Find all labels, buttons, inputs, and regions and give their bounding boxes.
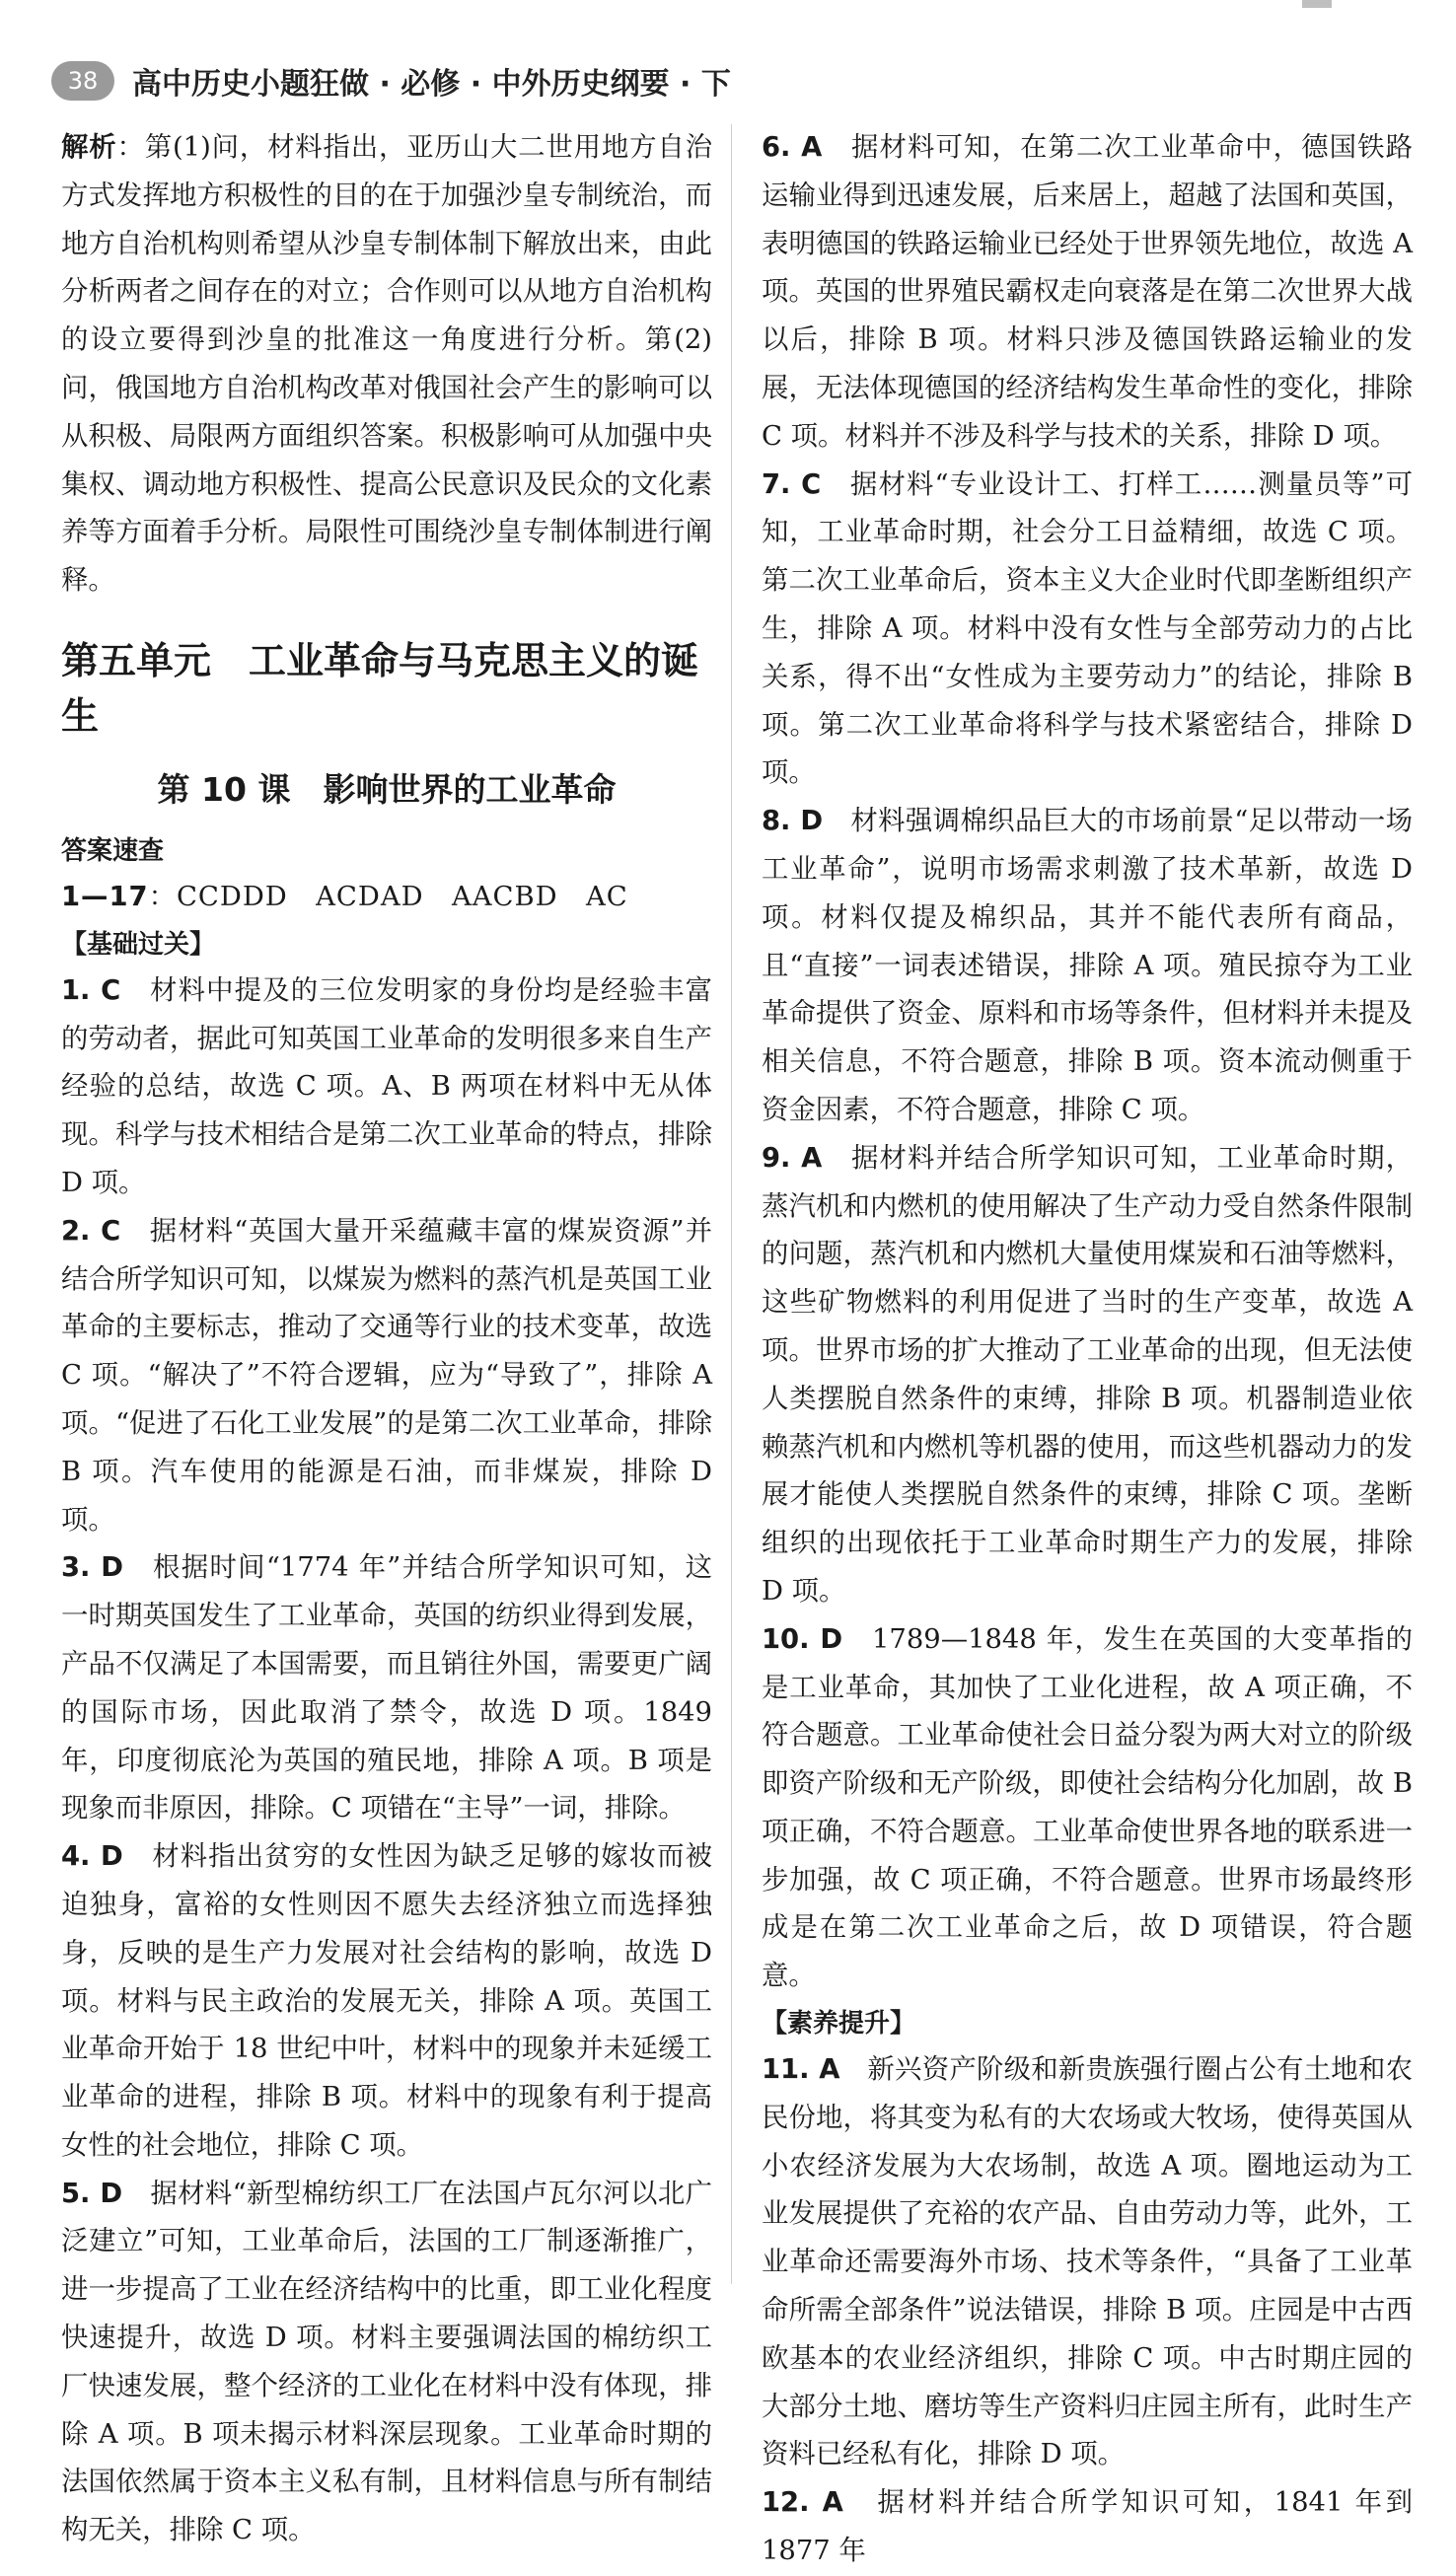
- answer-number: 7. C: [762, 468, 822, 500]
- answer-number: 2. C: [61, 1215, 121, 1247]
- answer-number: 1. C: [61, 974, 121, 1006]
- answer-explanation: 材料中提及的三位发明家的身份均是经验丰富的劳动者，据此可知英国工业革命的发明很多来自生产经验的总结，故选 C 项。A、B 两项在材料中无从体现。科学与技术相结合是第二次工业革命的特点，排除 D 项。: [61, 974, 712, 1198]
- answer-number: 8. D: [762, 806, 824, 837]
- page-header: [51, 59, 731, 103]
- quick-answers-label: 答案速查: [61, 835, 165, 866]
- answer-explanation: 据材料“新型棉纺织工厂在法国卢瓦尔河以北广泛建立”可知，工业革命后，法国的工厂制逐渐推广，进一步提高了工业在经济结构中的比重，即工业化程度快速提升，故选 D 项。材料主要强调法国的棉纺织工厂快速发展，整个经济的工业化在材料中没有体现，排除 A 项。B 项未揭示材料深层现象。工业革命时期的法国依然属于资本主义私有制，且材料信息与所有制结构无关，排除 C 项。: [61, 2178, 712, 2546]
- section-improve: 【素养提升】: [762, 2009, 916, 2039]
- answer-explanation: 据材料并结合所学知识可知，1841 年到 1877 年: [762, 2487, 1413, 2567]
- answer-item: [61, 1208, 712, 1545]
- answer-item: [61, 1544, 712, 1833]
- answer-number: 5. D: [61, 2178, 123, 2209]
- answer-explanation: 据材料可知，在第二次工业革命中，德国铁路运输业得到迅速发展，后来居上，超越了法国和英国，表明德国的铁路运输业已经处于世界领先地位，故选 A 项。英国的世界殖民霸权走向衰落是在第二次世界大战以后，排除 B 项。材料只涉及德国铁路运输业的发展，无法体现德国的经济结构发生革命性的变化，排除 C 项。材料并不涉及科学与技术的关系，排除 D 项。: [762, 132, 1413, 452]
- answer-item: [762, 2479, 1413, 2576]
- left-column: [61, 124, 712, 2555]
- answer-item: [762, 1616, 1413, 2001]
- answer-explanation: 据材料“英国大量开采蕴藏丰富的煤炭资源”并结合所学知识可知，以煤炭为燃料的蒸汽机是英国工业革命的主要标志，推动了交通等行业的技术变革，故选 C 项。“解决了”不符合逻辑，应为“导致了”，排除 A 项。“促进了石化工业发展”的是第二次工业革命，排除 B 项。汽车使用的能源是石油，而非煤炭，排除 D 项。: [61, 1215, 712, 1536]
- answer-explanation: 材料指出贫穷的女性因为缺乏足够的嫁妆而被迫独身，富裕的女性则因不愿失去经济独立而选择独身，反映的是生产力发展对社会结构的影响，故选 D 项。材料与民主政治的发展无关，排除 A 项。英国工业革命开始于 18 世纪中叶，材料中的现象并未延缓工业革命的进程，排除 B 项。材料中的现象有利于提高女性的社会地位，排除 C 项。: [61, 1841, 712, 2161]
- answer-item: [762, 2046, 1413, 2479]
- answer-number: 6. A: [762, 132, 823, 163]
- answer-item: [61, 1833, 712, 2171]
- answer-item: [61, 2171, 712, 2555]
- quick-answers: [61, 874, 712, 922]
- answer-explanation: 根据时间“1774 年”并结合所学知识可知，这一时期英国发生了工业革命，英国的纺织业得到发展，产品不仅满足了本国需要，而且销往外国，需要更广阔的国际市场，因此取消了禁令，故选 D 项。1849 年，印度彻底沦为英国的殖民地，排除 A 项。B 项是现象而非原因，排除。C 项错在“主导”一词，排除。: [61, 1552, 712, 1825]
- answer-item: [762, 462, 1413, 799]
- answer-item: [762, 124, 1413, 462]
- column-divider: [731, 124, 732, 2284]
- answer-explanation: 据材料“专业设计工、打样工……测量员等”可知，工业革命时期，社会分工日益精细，故选 C 项。第二次工业革命后，资本主义大企业时代即垄断组织产生，排除 A 项。材料中没有女性与全部劳动力的占比关系，得不出“女性成为主要劳动力”的结论，排除 B 项。第二次工业革命将科学与技术紧密结合，排除 D 项。: [762, 468, 1413, 789]
- answer-number: 3. D: [61, 1552, 124, 1584]
- top-edge-mark: [1302, 0, 1332, 8]
- answer-number: 12. A: [762, 2487, 843, 2519]
- answer-number: 9. A: [762, 1142, 823, 1174]
- answer-item: [61, 967, 712, 1208]
- answer-item: [762, 1135, 1413, 1616]
- analysis-text: ：第(1)问，材料指出，亚历山大二世用地方自治方式发挥地方积极性的目的在于加强沙皇专制统治，而地方自治机构则希望从沙皇专制体制下解放出来，由此分析两者之间存在的对立；合作则可以从地方自治机构的设立要得到沙皇的批准这一角度进行分析。第(2)问，俄国地方自治机构改革对俄国社会产生的影响可以从积极、局限两方面组织答案。积极影响可从加强中央集权、调动地方积极性、提高公民意识及民众的文化素养等方面着手分析。局限性可围绕沙皇专制体制进行阐释。: [61, 132, 712, 597]
- answers-range: 1—17: [61, 881, 149, 912]
- answers-text: ：CCDDD ACDAD AACBD AC: [148, 881, 628, 912]
- analysis-paragraph: [61, 124, 712, 606]
- analysis-label: 解析: [61, 132, 117, 163]
- unit-title: 第五单元 工业革命与马克思主义的诞生: [61, 638, 699, 738]
- answer-explanation: 1789—1848 年，发生在英国的大变革指的是工业革命，其加快了工业化进程，故 A 项正确，不符合题意。工业革命使社会日益分裂为两大对立的阶级即资产阶级和无产阶级，即使社会结构分化加剧，故 B 项正确，不符合题意。工业革命使世界各地的联系进一步加强，故 C 项正确，不符合题意。世界市场最终形成是在第二次工业革命之后，故 D 项错误，符合题意。: [762, 1623, 1413, 1992]
- lesson-title: 第 10 课 影响世界的工业革命: [157, 769, 617, 809]
- page-number: 38: [51, 61, 114, 101]
- answer-explanation: 新兴资产阶级和新贵族强行圈占公有土地和农民份地，将其变为私有的大农场或大牧场，使得英国从小农经济发展为大农场制，故选 A 项。圈地运动为工业发展提供了充裕的农产品、自由劳动力等，此外，工业革命还需要海外市场、技术等条件，“具备了工业革命所需全部条件”说法错误，排除 B 项。庄园是中古西欧基本的农业经济组织，排除 C 项。中古时期庄园的大部分土地、磨坊等生产资料归庄园主所有，此时生产资料已经私有化，排除 D 项。: [762, 2054, 1413, 2470]
- answer-number: 11. A: [762, 2054, 840, 2086]
- book-title: 高中历史小题狂做 · 必修 · 中外历史纲要 · 下: [132, 67, 731, 102]
- answer-explanation: 材料强调棉织品巨大的市场前景“足以带动一场工业革命”，说明市场需求刺激了技术革新，故选 D 项。材料仅提及棉织品，其并不能代表所有商品，且“直接”一词表述错误，排除 A 项。殖民掠夺为工业革命提供了资金、原料和市场等条件，但材料并未提及相关信息，不符合题意，排除 B 项。资本流动侧重于资金因素，不符合题意，排除 C 项。: [762, 806, 1413, 1125]
- answer-explanation: 据材料并结合所学知识可知，工业革命时期，蒸汽机和内燃机的使用解决了生产动力受自然条件限制的问题，蒸汽机和内燃机大量使用煤炭和石油等燃料，这些矿物燃料的利用促进了当时的生产变革，故选 A 项。世界市场的扩大推动了工业革命的出现，但无法使人类摆脱自然条件的束缚，排除 B 项。机器制造业依赖蒸汽机和内燃机等机器的使用，而这些机器动力的发展才能使人类摆脱自然条件的束缚，排除 C 项。垄断组织的出现依托于工业革命时期生产力的发展，排除 D 项。: [762, 1142, 1413, 1607]
- answer-number: 10. D: [762, 1623, 843, 1655]
- answer-item: [762, 798, 1413, 1135]
- section-basic: 【基础过关】: [61, 929, 216, 960]
- right-column: [762, 124, 1413, 2576]
- answer-number: 4. D: [61, 1841, 123, 1873]
